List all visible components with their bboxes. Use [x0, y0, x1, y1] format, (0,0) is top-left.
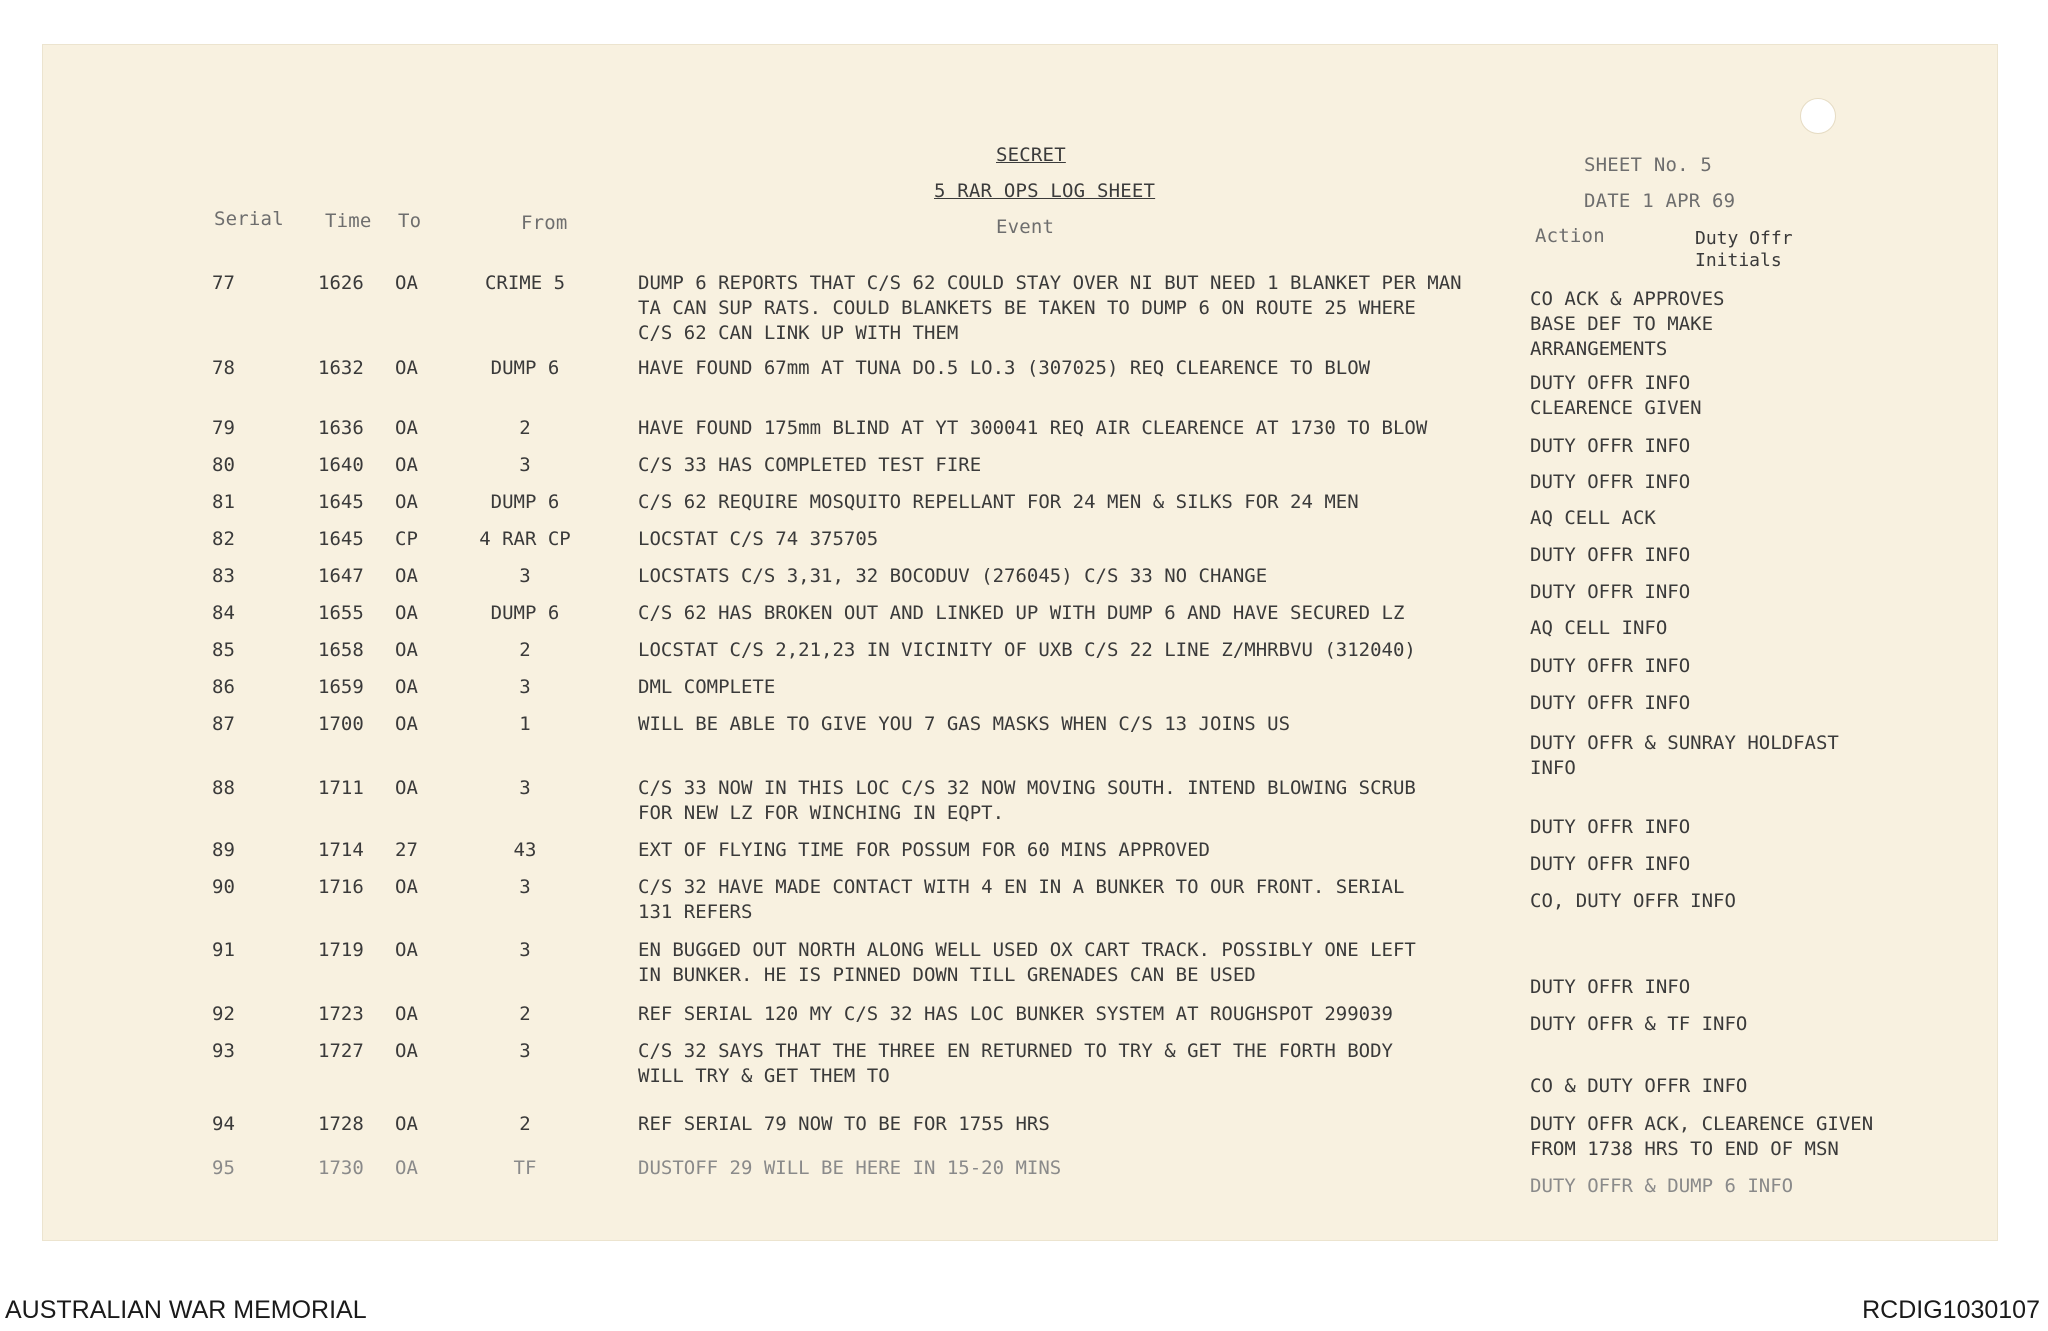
- serial-cell: 95: [212, 1157, 235, 1179]
- serial-cell: 91: [212, 939, 235, 961]
- serial-cell: 83: [212, 565, 235, 587]
- col-header-to: To: [398, 210, 422, 232]
- time-cell: 1636: [318, 417, 364, 439]
- serial-cell: 84: [212, 602, 235, 624]
- from-cell: CRIME 5: [484, 272, 566, 294]
- event-cell: LOCSTATS C/S 3,31, 32 BOCODUV (276045) C/S 33 NO CHANGE: [638, 565, 1268, 587]
- event-cell: DUMP 6 REPORTS THAT C/S 62 COULD STAY OVER NI BUT NEED 1 BLANKET PER MAN TA CAN SUP RATS. COULD BLANKETS BE TAKEN TO DUMP 6 ON ROUTE 25 WHERE C/S 62 CAN LINK UP WITH THEM: [638, 272, 1462, 344]
- to-cell: OA: [395, 417, 418, 439]
- to-cell: 27: [395, 839, 418, 861]
- event-cell: DML COMPLETE: [638, 676, 776, 698]
- from-cell: 43: [513, 839, 537, 861]
- sheet-number: SHEET No. 5: [1584, 154, 1713, 176]
- from-cell: 2: [519, 1113, 531, 1135]
- action-cell: CO ACK & APPROVES BASE DEF TO MAKE ARRANGEMENTS: [1530, 288, 1725, 360]
- to-cell: OA: [395, 565, 418, 587]
- footer-catalogue-id: RCDIG1030107: [1862, 1296, 2040, 1324]
- time-cell: 1640: [318, 454, 364, 476]
- event-cell: HAVE FOUND 67mm AT TUNA DO.5 LO.3 (307025) REQ CLEARENCE TO BLOW: [638, 357, 1371, 379]
- from-cell: 2: [519, 417, 531, 439]
- serial-cell: 93: [212, 1040, 235, 1062]
- action-cell: DUTY OFFR & DUMP 6 INFO: [1530, 1175, 1794, 1197]
- col-header-duty-offr-initials: Duty Offr Initials: [1695, 228, 1793, 271]
- serial-cell: 87: [212, 713, 235, 735]
- time-cell: 1730: [318, 1157, 364, 1179]
- event-cell: C/S 62 REQUIRE MOSQUITO REPELLANT FOR 24 MEN & SILKS FOR 24 MEN: [638, 491, 1359, 513]
- to-cell: OA: [395, 876, 418, 898]
- event-cell: EXT OF FLYING TIME FOR POSSUM FOR 60 MINS APPROVED: [638, 839, 1210, 861]
- to-cell: OA: [395, 602, 418, 624]
- to-cell: OA: [395, 713, 418, 735]
- from-cell: 4 RAR CP: [479, 528, 571, 550]
- action-cell: DUTY OFFR INFO: [1530, 435, 1691, 457]
- to-cell: OA: [395, 939, 418, 961]
- action-cell: DUTY OFFR INFO CLEARENCE GIVEN: [1530, 372, 1702, 419]
- time-cell: 1716: [318, 876, 364, 898]
- from-cell: 2: [519, 639, 531, 661]
- to-cell: OA: [395, 491, 418, 513]
- event-cell: C/S 33 NOW IN THIS LOC C/S 32 NOW MOVING SOUTH. INTEND BLOWING SCRUB FOR NEW LZ FOR WINCHING IN EQPT.: [638, 777, 1416, 824]
- event-cell: C/S 62 HAS BROKEN OUT AND LINKED UP WITH DUMP 6 AND HAVE SECURED LZ: [638, 602, 1405, 624]
- serial-cell: 77: [212, 272, 235, 294]
- col-header-time: Time: [325, 210, 372, 232]
- action-cell: DUTY OFFR & SUNRAY HOLDFAST INFO: [1530, 732, 1839, 779]
- event-cell: WILL BE ABLE TO GIVE YOU 7 GAS MASKS WHEN C/S 13 JOINS US: [638, 713, 1291, 735]
- event-cell: C/S 32 HAVE MADE CONTACT WITH 4 EN IN A BUNKER TO OUR FRONT. SERIAL 131 REFERS: [638, 876, 1405, 923]
- time-cell: 1711: [318, 777, 364, 799]
- col-header-serial: Serial: [214, 208, 284, 230]
- serial-cell: 82: [212, 528, 235, 550]
- from-cell: 3: [519, 676, 531, 698]
- time-cell: 1723: [318, 1003, 364, 1025]
- time-cell: 1728: [318, 1113, 364, 1135]
- time-cell: 1727: [318, 1040, 364, 1062]
- from-cell: 3: [519, 454, 531, 476]
- time-cell: 1645: [318, 491, 364, 513]
- from-cell: 3: [519, 939, 531, 961]
- serial-cell: 81: [212, 491, 235, 513]
- to-cell: OA: [395, 1113, 418, 1135]
- document-title: 5 RAR OPS LOG SHEET: [934, 180, 1156, 202]
- from-cell: 3: [519, 565, 531, 587]
- time-cell: 1626: [318, 272, 364, 294]
- action-cell: DUTY OFFR INFO: [1530, 976, 1691, 998]
- punch-hole: [1800, 98, 1836, 134]
- action-cell: CO, DUTY OFFR INFO: [1530, 890, 1736, 912]
- action-cell: AQ CELL ACK: [1530, 507, 1656, 529]
- to-cell: OA: [395, 1157, 418, 1179]
- from-cell: DUMP 6: [490, 491, 560, 513]
- from-cell: TF: [513, 1157, 537, 1179]
- to-cell: OA: [395, 454, 418, 476]
- from-cell: 1: [519, 713, 531, 735]
- time-cell: 1658: [318, 639, 364, 661]
- from-cell: 3: [519, 876, 531, 898]
- serial-cell: 89: [212, 839, 235, 861]
- from-cell: DUMP 6: [490, 357, 560, 379]
- time-cell: 1647: [318, 565, 364, 587]
- serial-cell: 78: [212, 357, 235, 379]
- action-cell: AQ CELL INFO: [1530, 617, 1668, 639]
- time-cell: 1700: [318, 713, 364, 735]
- serial-cell: 85: [212, 639, 235, 661]
- serial-cell: 94: [212, 1113, 235, 1135]
- event-cell: DUSTOFF 29 WILL BE HERE IN 15-20 MINS: [638, 1157, 1062, 1179]
- action-cell: DUTY OFFR INFO: [1530, 853, 1691, 875]
- to-cell: OA: [395, 357, 418, 379]
- serial-cell: 86: [212, 676, 235, 698]
- event-cell: C/S 33 HAS COMPLETED TEST FIRE: [638, 454, 982, 476]
- event-cell: LOCSTAT C/S 2,21,23 IN VICINITY OF UXB C/S 22 LINE Z/MHRBVU (312040): [638, 639, 1416, 661]
- col-header-action: Action: [1535, 225, 1605, 247]
- serial-cell: 92: [212, 1003, 235, 1025]
- footer-institution: AUSTRALIAN WAR MEMORIAL: [5, 1296, 367, 1324]
- to-cell: OA: [395, 1003, 418, 1025]
- action-cell: DUTY OFFR INFO: [1530, 471, 1691, 493]
- time-cell: 1655: [318, 602, 364, 624]
- event-cell: REF SERIAL 79 NOW TO BE FOR 1755 HRS: [638, 1113, 1050, 1135]
- serial-cell: 79: [212, 417, 235, 439]
- sheet-date: DATE 1 APR 69: [1584, 190, 1736, 212]
- action-cell: CO & DUTY OFFR INFO: [1530, 1075, 1748, 1097]
- to-cell: OA: [395, 676, 418, 698]
- from-cell: 3: [519, 1040, 531, 1062]
- action-cell: DUTY OFFR INFO: [1530, 581, 1691, 603]
- time-cell: 1714: [318, 839, 364, 861]
- serial-cell: 90: [212, 876, 235, 898]
- event-cell: EN BUGGED OUT NORTH ALONG WELL USED OX CART TRACK. POSSIBLY ONE LEFT IN BUNKER. HE IS PINNED DOWN TILL GRENADES CAN BE USED: [638, 939, 1416, 986]
- serial-cell: 80: [212, 454, 235, 476]
- event-cell: HAVE FOUND 175mm BLIND AT YT 300041 REQ AIR CLEARENCE AT 1730 TO BLOW: [638, 417, 1428, 439]
- serial-cell: 88: [212, 777, 235, 799]
- action-cell: DUTY OFFR INFO: [1530, 816, 1691, 838]
- to-cell: OA: [395, 1040, 418, 1062]
- event-cell: C/S 32 SAYS THAT THE THREE EN RETURNED TO TRY & GET THE FORTH BODY WILL TRY & GET THEM TO: [638, 1040, 1393, 1087]
- event-cell: REF SERIAL 120 MY C/S 32 HAS LOC BUNKER SYSTEM AT ROUGHSPOT 299039: [638, 1003, 1393, 1025]
- action-cell: DUTY OFFR & TF INFO: [1530, 1013, 1748, 1035]
- action-cell: DUTY OFFR INFO: [1530, 544, 1691, 566]
- col-header-event: Event: [996, 216, 1055, 238]
- event-cell: LOCSTAT C/S 74 375705: [638, 528, 879, 550]
- to-cell: OA: [395, 777, 418, 799]
- from-cell: DUMP 6: [490, 602, 560, 624]
- action-cell: DUTY OFFR INFO: [1530, 655, 1691, 677]
- time-cell: 1719: [318, 939, 364, 961]
- action-cell: DUTY OFFR INFO: [1530, 692, 1691, 714]
- to-cell: OA: [395, 272, 418, 294]
- from-cell: 2: [519, 1003, 531, 1025]
- action-cell: DUTY OFFR ACK, CLEARENCE GIVEN FROM 1738 HRS TO END OF MSN: [1530, 1113, 1874, 1160]
- time-cell: 1632: [318, 357, 364, 379]
- to-cell: OA: [395, 639, 418, 661]
- classification-heading: SECRET: [996, 144, 1066, 166]
- time-cell: 1659: [318, 676, 364, 698]
- to-cell: CP: [395, 528, 418, 550]
- time-cell: 1645: [318, 528, 364, 550]
- from-cell: 3: [519, 777, 531, 799]
- col-header-from: From: [521, 212, 568, 234]
